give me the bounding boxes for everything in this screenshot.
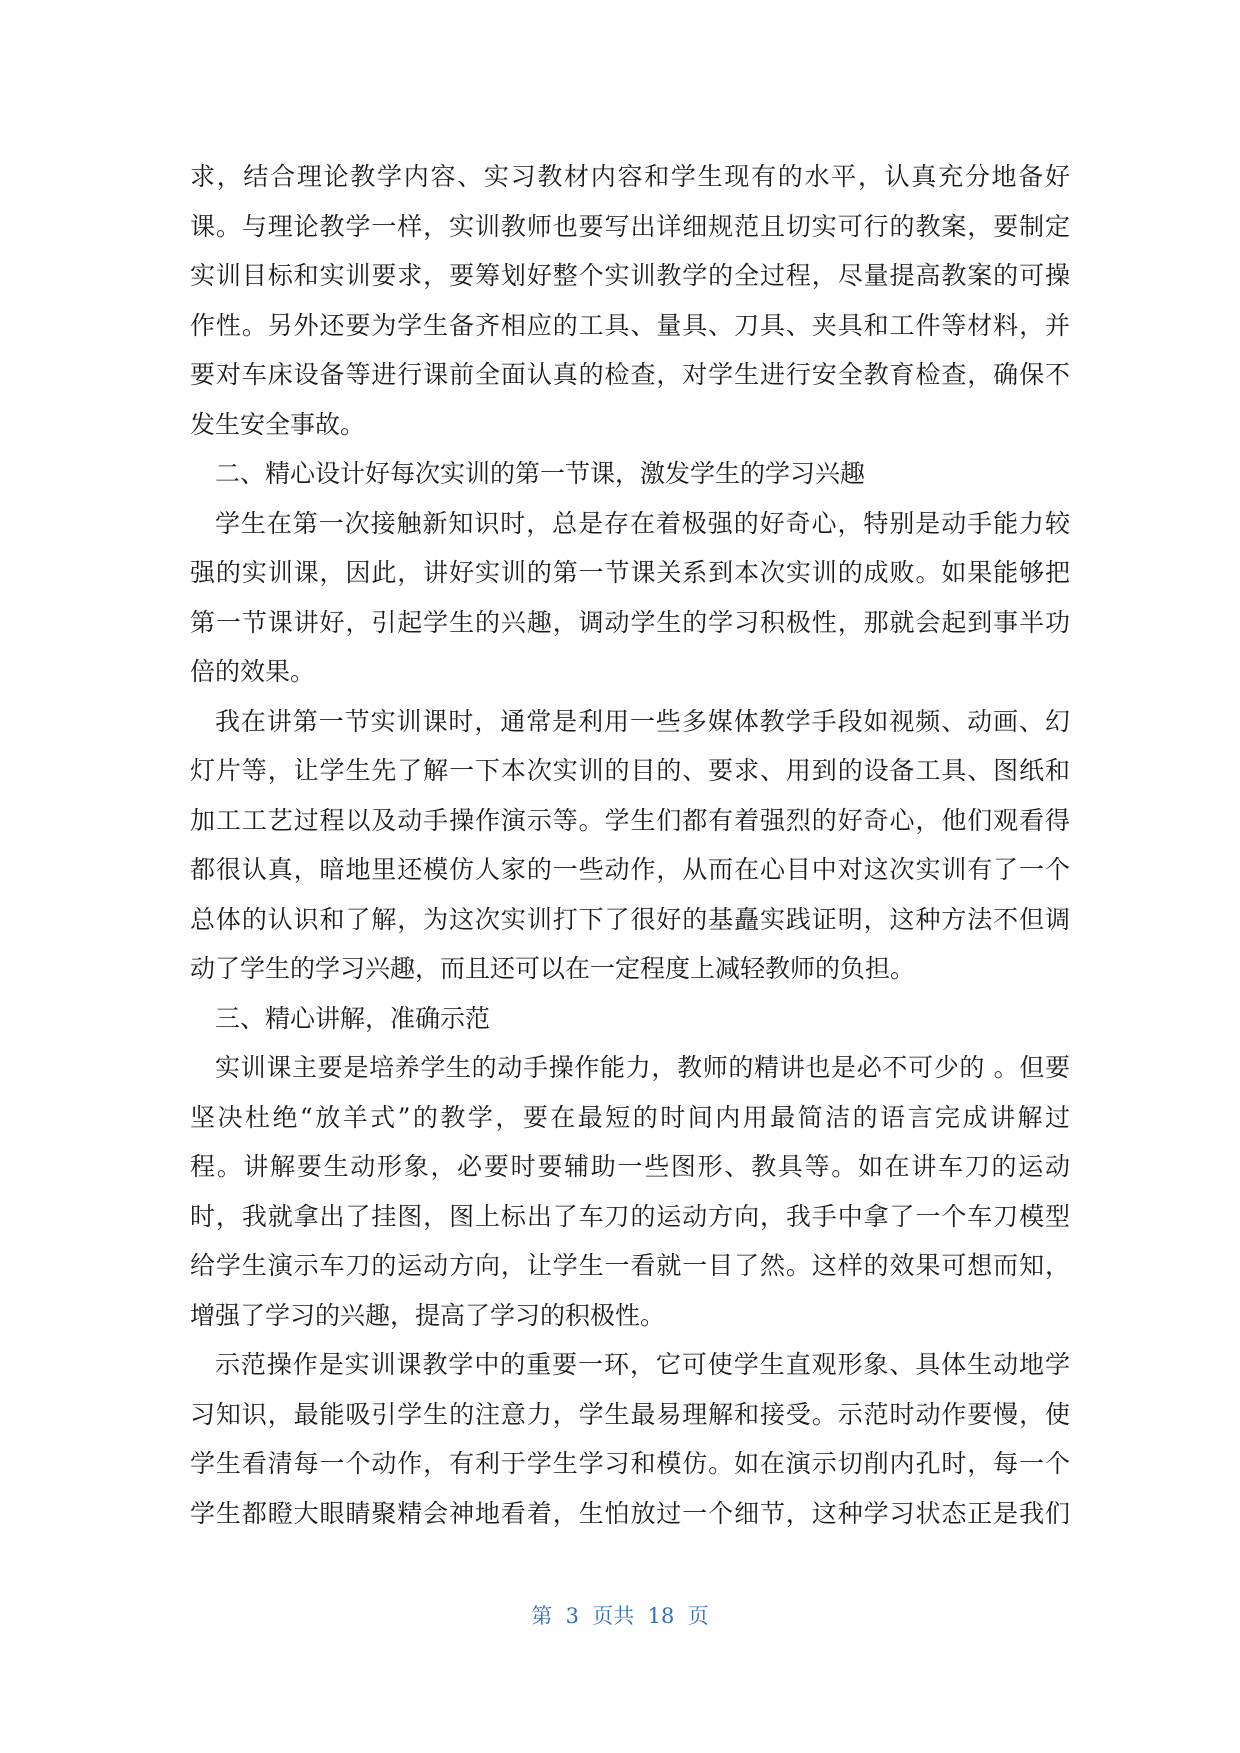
text-line: 作性。另外还要为学生备齐相应的工具、量具、刀具、夹具和工件等材料，并	[190, 310, 1070, 340]
paragraph	[190, 499, 1070, 697]
text-line: 倍的效果。	[190, 657, 316, 686]
text-line: 示范操作是实训课教学中的重要一环，它可使学生直观形象、具体生动地学	[215, 1350, 1070, 1379]
text-line: 动了学生的学习兴趣，而且还可以在一定程度上减轻教师的负担。	[190, 954, 916, 983]
paragraph	[190, 152, 1070, 449]
text-line: 第一节课讲好，引起学生的兴趣，调动学生的学习积极性，那就会起到事半功	[190, 607, 1070, 637]
paragraph	[190, 697, 1070, 994]
text-line: 课。与理论教学一样，实训教师也要写出详细规范且切实可行的教案，要制定	[190, 211, 1070, 241]
text-line: 实训课主要是培养学生的动手操作能力，教师的精讲也是必不可少的 。但要	[215, 1053, 1070, 1082]
text-line: 学生看清每一个动作，有利于学生学习和模仿。如在演示切削内孔时，每一个	[190, 1449, 1070, 1478]
text-line: 强的实训课，因此，讲好实训的第一节课关系到本次实训的成败。如果能够把	[190, 558, 1070, 587]
body-text	[190, 152, 1070, 1538]
text-line: 都很认真，暗地里还模仿人家的一些动作，从而在心目中对这次实训有了一个	[190, 855, 1070, 884]
text-line: 程。讲解要生动形象，必要时要辅助一些图形、教具等。如在讲车刀的运动	[190, 1152, 1070, 1181]
text-line: 总体的认识和了解，为这次实训打下了很好的基矗实践证明，这种方法不但调	[190, 904, 1070, 934]
text-line: 坚决杜绝“放羊式”的教学，要在最短的时间内用最简洁的语言完成讲解过	[190, 1102, 1070, 1132]
paragraph	[190, 1340, 1070, 1538]
text-line: 三、精心讲解，准确示范	[215, 1003, 491, 1033]
text-line: 灯片等，让学生先了解一下本次实训的目的、要求、用到的设备工具、图纸和	[190, 756, 1070, 785]
section-heading	[190, 449, 1070, 499]
text-line: 二、精心设计好每次实训的第一节课，激发学生的学习兴趣	[215, 459, 866, 488]
text-line: 学生在第一次接触新知识时，总是存在着极强的好奇心，特别是动手能力较	[215, 508, 1070, 538]
text-line: 给学生演示车刀的运动方向，让学生一看就一目了然。这样的效果可想而知，	[190, 1251, 1070, 1280]
section-heading	[190, 994, 1070, 1044]
text-line: 加工工艺过程以及动手操作演示等。学生们都有着强烈的好奇心，他们观看得	[190, 805, 1070, 835]
text-line: 我在讲第一节实训课时，通常是利用一些多媒体教学手段如视频、动画、幻	[215, 706, 1070, 736]
text-line: 要对车床设备等进行课前全面认真的检查，对学生进行安全教育检查，确保不	[190, 360, 1070, 389]
text-line: 时，我就拿出了挂图，图上标出了车刀的运动方向，我手中拿了一个车刀模型	[190, 1201, 1070, 1231]
text-line: 增强了学习的兴趣，提高了学习的积极性。	[190, 1300, 666, 1330]
page-number-footer: 第 3 页共 18 页	[531, 1604, 709, 1628]
text-line: 习知识，最能吸引学生的注意力，学生最易理解和接受。示范时动作要慢，使	[190, 1399, 1070, 1429]
text-line: 发生安全事故。	[190, 409, 366, 439]
text-line: 求，结合理论教学内容、实习教材内容和学生现有的水平，认真充分地备好	[190, 162, 1070, 191]
text-line: 实训目标和实训要求，要筹划好整个实训教学的全过程，尽量提高教案的可操	[190, 261, 1070, 290]
paragraph	[190, 1043, 1070, 1340]
text-line: 学生都瞪大眼睛聚精会神地看着，生怕放过一个细节，这种学习状态正是我们	[190, 1498, 1070, 1528]
